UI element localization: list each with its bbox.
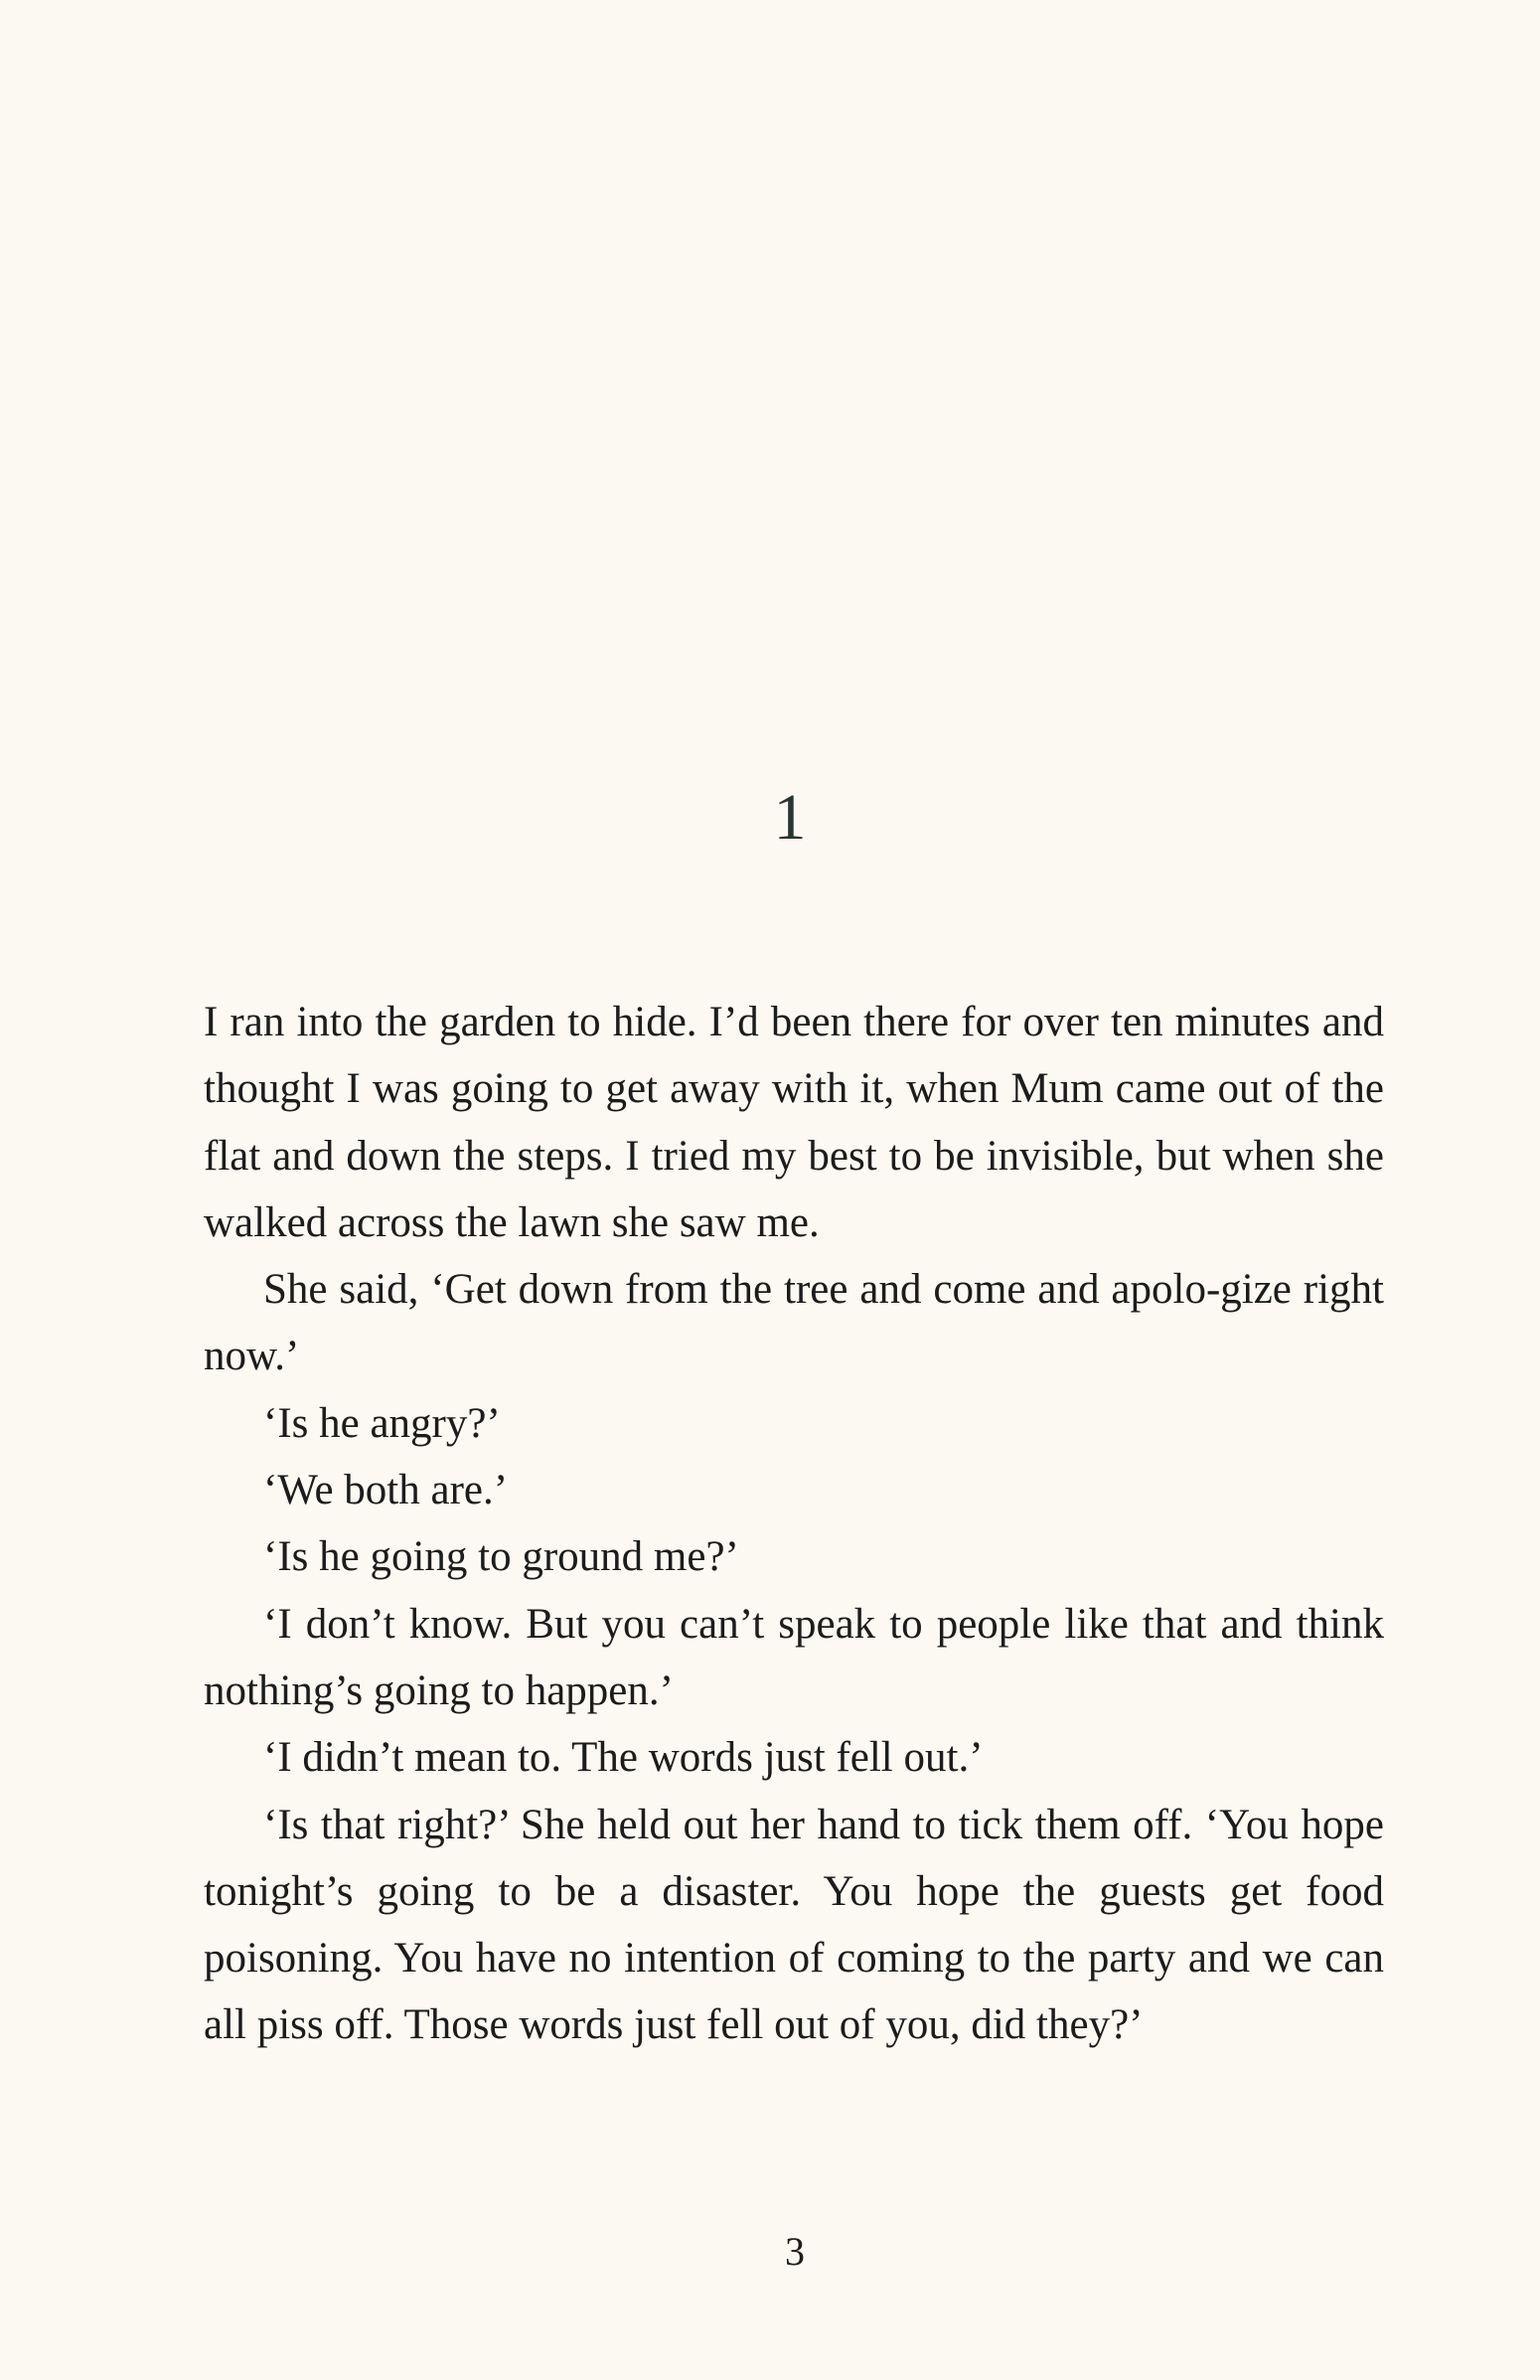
paragraph: ‘We both are.’: [263, 1467, 509, 1514]
chapter-body: [204, 989, 1384, 2059]
chapter-number: 1: [773, 781, 807, 854]
paragraph: I ran into the garden to hide. I’d been there for over ten minutes and thought I was going to get away with it, when Mum came out of the flat and down the steps. I tried my best to be invisible, but when she walked across the lawn she saw me.: [204, 999, 1384, 1246]
paragraph: ‘Is he going to ground me?’: [263, 1533, 739, 1581]
paragraph: She said, ‘Get down from the tree and come and apolo-gize right now.’: [204, 1266, 1384, 1380]
paragraph: ‘I didn’t mean to. The words just fell out.’: [263, 1734, 984, 1782]
paragraph: ‘Is he angry?’: [263, 1399, 501, 1447]
paragraph: ‘I don’t know. But you can’t speak to people like that and think nothing’s going to happen.’: [204, 1600, 1384, 1714]
page-number: 3: [785, 2229, 805, 2274]
paragraph: ‘Is that right?’ She held out her hand to tick them off. ‘You hope tonight’s going to be a disaster. You hope the guests get food poisoning. You have no intention of coming to the party and we can all piss off. Those words just fell out of you, did they?’: [204, 1801, 1384, 2049]
